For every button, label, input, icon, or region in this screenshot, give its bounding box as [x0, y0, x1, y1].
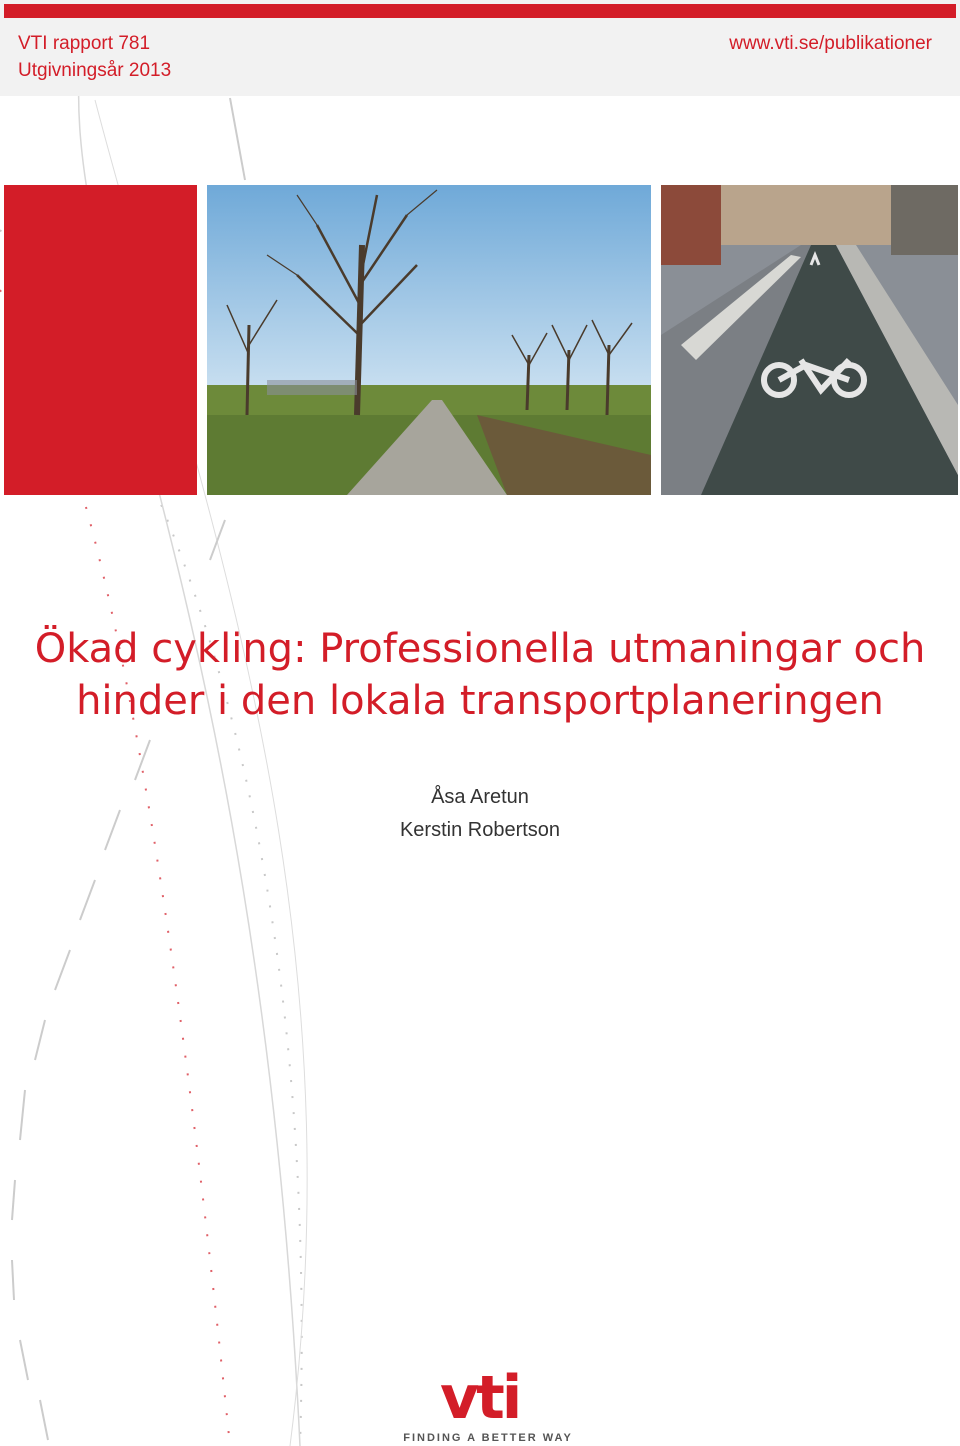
- bike-lane-photo: [661, 185, 958, 495]
- logo-wordmark: vti: [440, 1363, 520, 1424]
- publication-year: Utgivningsår 2013: [18, 60, 172, 81]
- title-line-1: Ökad cykling: Professionella utmaningar och: [34, 625, 926, 672]
- report-title: [0, 623, 960, 727]
- vti-logo: [440, 1360, 524, 1424]
- author-list: [0, 781, 960, 847]
- author-1: Åsa Aretun: [431, 786, 529, 808]
- park-path-photo: [207, 185, 651, 495]
- logo-tagline: FINDING A BETTER WAY: [403, 1432, 573, 1444]
- header-accent-line: [4, 4, 956, 18]
- title-line-2: hinder i den lokala transportplaneringen: [76, 677, 884, 724]
- red-accent-block: [4, 185, 197, 495]
- report-number: VTI rapport 781: [18, 33, 151, 54]
- publications-url[interactable]: www.vti.se/publikationer: [729, 33, 932, 54]
- author-2: Kerstin Robertson: [399, 819, 561, 841]
